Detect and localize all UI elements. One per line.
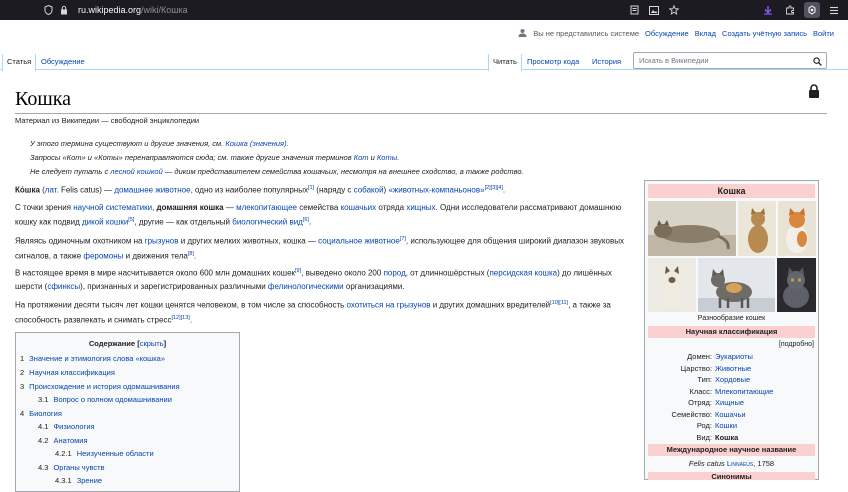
protection-lock-icon[interactable] (808, 84, 820, 98)
reader-view-icon[interactable] (626, 2, 642, 18)
bookmark-star-icon[interactable] (666, 2, 682, 18)
toc-item[interactable]: 4.2 Анатомия (38, 436, 88, 445)
extensions-puzzle-icon[interactable] (782, 2, 798, 18)
scientific-name: Felis catus Linnaeus, 1758 (688, 459, 775, 468)
cat-photo[interactable] (648, 258, 696, 312)
hatnote-link[interactable]: лесной кошкой (110, 167, 163, 176)
toc-item[interactable]: 3 Происхождение и история одомашнивания (20, 382, 180, 391)
classification-more-link[interactable]: [подробно] (778, 341, 814, 348)
hatnote-2: Запросы «Кот» и «Коты» перенаправляются сюда; см. также другие значения терминов Кот и Коты. (30, 153, 400, 162)
synonyms-header: Синонимы (648, 472, 815, 480)
title-divider (15, 113, 827, 114)
cat-photo[interactable] (738, 201, 776, 256)
cat-photo[interactable] (648, 201, 736, 256)
toc-item[interactable]: 4.2.1 Неизученные области (55, 449, 154, 458)
personal-tools (518, 28, 834, 39)
toc-hide-link[interactable]: скрыть (139, 339, 164, 348)
tab-view-source[interactable]: Просмотр кода (527, 57, 580, 66)
scientific-name-header: Международное научное название (648, 444, 815, 456)
toc-item[interactable]: 2 Научная классификация (20, 368, 115, 377)
page-title: Кошка (15, 88, 72, 110)
pocket-download-icon[interactable] (760, 2, 776, 18)
cat-photo[interactable] (698, 258, 775, 312)
create-account-link[interactable]: Создать учётную запись (722, 29, 807, 38)
site-tagline: Материал из Википедии — свободной энциклопедии (15, 116, 200, 125)
classification-header: Научная классификация (648, 326, 815, 338)
tab-discussion[interactable]: Обсуждение (41, 57, 85, 66)
url-text[interactable]: ru.wikipedia.org/wiki/Кошка (78, 5, 188, 15)
infobox-title: Кошка (648, 184, 815, 198)
cat-photo[interactable] (777, 258, 816, 312)
login-link[interactable]: Войти (813, 29, 834, 38)
user-icon (518, 28, 527, 39)
active-extension-icon[interactable] (804, 2, 820, 18)
screenshot-icon[interactable] (646, 2, 662, 18)
cat-photo[interactable] (778, 201, 816, 256)
browser-toolbar (0, 0, 848, 20)
infobox-caption: Разнообразие кошек (697, 315, 766, 322)
search-icon[interactable] (813, 56, 822, 65)
tab-history[interactable]: История (592, 57, 622, 66)
tab-read[interactable]: Читать (488, 54, 522, 71)
toc-title: Содержание (88, 339, 136, 348)
app-menu-icon[interactable] (826, 2, 842, 18)
toc-item[interactable]: 4.3.1 Зрение (55, 476, 103, 485)
infobox: Кошка Разнообразие кошек Научная классификация [подробно] Домен: Эукариоты Царство: Животные Тип: Хордовые Класс: Млекопитающие Отряд: Хищные Семейство: Кошачьи Род: Кошки Вид: Кошка Международное научное название Felis catus Linnaeus, 1758 Синонимы (644, 180, 819, 480)
search-input[interactable]: Искать в Википедии (633, 52, 827, 69)
toc-item[interactable]: 3.1 Вопрос о полном одомашнивании (38, 395, 172, 404)
table-of-contents: Содержание [скрыть] 1 Значение и этимология слова «кошка» 2 Научная классификация 3 Происхождение и история одомашнивания 3.1 Вопрос о полном одомашнивании 4 Биология 4.1 Физиология 4.2 Анатомия 4.2.1 Неизученные области 4.3 Органы чувств 4.3.1 Зрение (15, 332, 240, 492)
hatnote-1: У этого термина существуют и другие значения, см. Кошка (значения). (30, 139, 289, 148)
address-bar[interactable] (40, 2, 680, 18)
hatnote-3: Не следует путать с лесной кошкой — диким представителем семейства кошачьих, несмотря на внешнее сходство, а также родство. (30, 167, 524, 176)
toc-item[interactable]: 4.1 Физиология (38, 422, 95, 431)
hatnotes (30, 137, 630, 179)
tab-article[interactable]: Статья (2, 54, 36, 71)
paragraph-intro: Ко́шка (лат. Felis catus) — домашнее животное, одно из наиболее популярных[1] (наряду с собакой) «животных-компаньонов»[2][3][4]. (15, 185, 506, 195)
hatnote-link[interactable]: Коты (376, 153, 398, 162)
lock-icon[interactable] (56, 2, 72, 18)
talk-link[interactable]: Обсуждение (645, 29, 689, 38)
paragraph-systematics: С точки зрения научной систематики, домашняя кошка — млекопитающее семейства кошачьих отряда хищных. Одни исследователи рассматривают домашнюю кошку как подвид дикой кошки[5], другие — как отдельный биологический вид[6]. (15, 203, 622, 227)
toc-item[interactable]: 4 Биология (20, 409, 62, 418)
shield-icon[interactable] (40, 2, 56, 18)
paragraph-behaviour: Являясь одиночным охотником на грызунов и других мелких животных, кошка — социальное животное[7], использующее для общения широкий диапазон звуковых сигналов, а также феромоны и движения тела[8]. (15, 236, 624, 261)
hatnote-link[interactable]: Кошка (значения) (225, 139, 287, 148)
toc-item[interactable]: 1 Значение и этимология слова «кошка» (20, 354, 165, 363)
paragraph-breeds: В настоящее время в мире насчитывается около 600 млн домашних кошек[9], выведено около 200 пород, от длинношёрстных (персидская кошка) до лишённых шерсти (сфинксы), признанных и зарегистрированных различными фелинологическими организациями. (15, 268, 612, 291)
toc-item[interactable]: 4.3 Органы чувств (38, 463, 105, 472)
contributions-link[interactable]: Вклад (694, 29, 717, 38)
not-logged-in-text: Вы не представились системе (533, 29, 640, 38)
paragraph-history: На протяжении десяти тысяч лет кошки ценятся человеком, в том числе за способность охотиться на грызунов и других домашних вредителей[10][11], а также за способность развлекать и снимать стресс[12][13]. (15, 300, 611, 325)
article-content (0, 70, 848, 485)
hatnote-link[interactable]: Кот (353, 153, 369, 162)
